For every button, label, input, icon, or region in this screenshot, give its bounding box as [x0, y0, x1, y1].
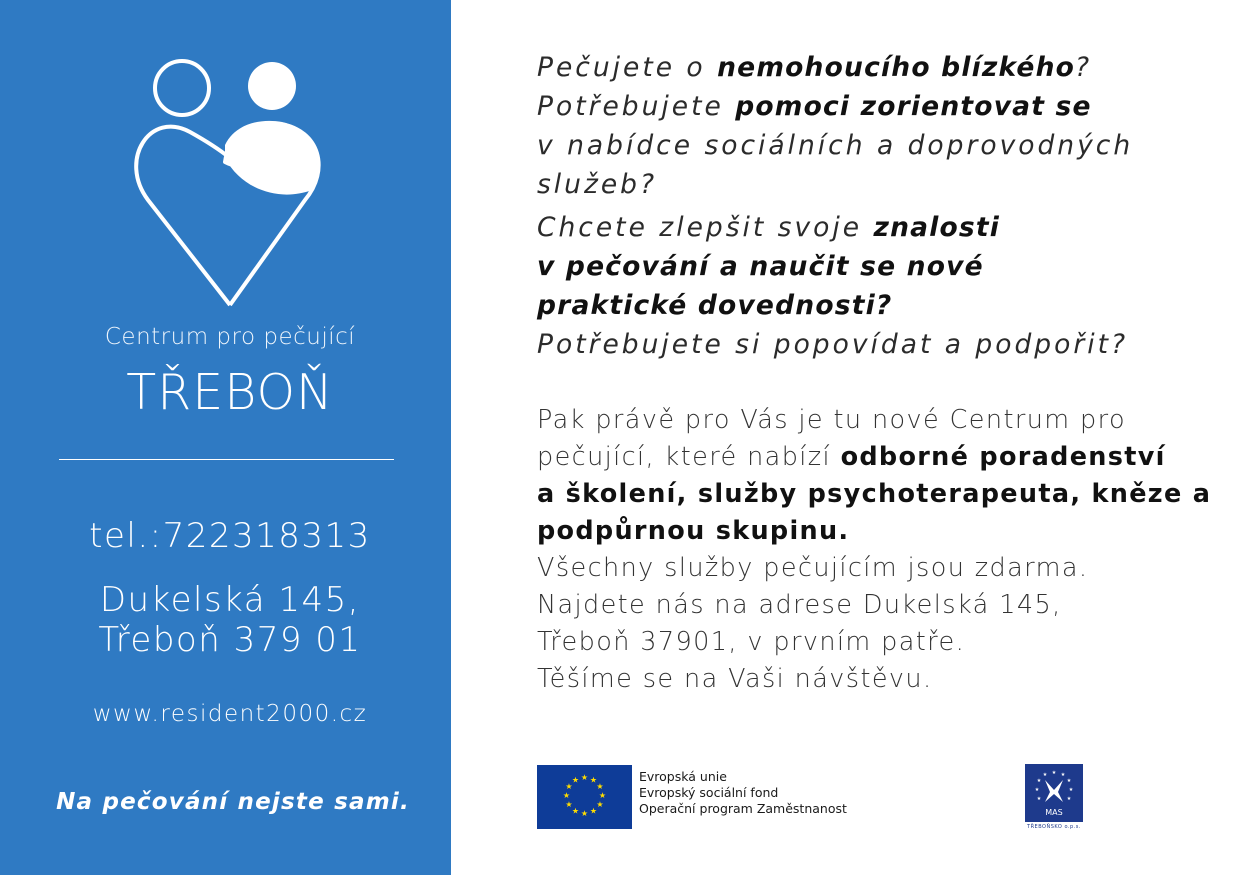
svg-text:★: ★: [565, 782, 573, 791]
body-emphasis-3: podpůrnou skupinu.: [537, 516, 850, 546]
slogan: Na pečování nejste sami.: [56, 789, 410, 815]
eu-funding-text: [639, 769, 847, 817]
svg-text:★: ★: [1036, 796, 1042, 802]
q2-text: Potřebujete: [537, 91, 736, 122]
address-line-1: Dukelská 145,: [99, 580, 361, 620]
org-subtitle: Centrum pro pečující: [104, 324, 356, 350]
eu-line-1: Evropská unie: [639, 769, 727, 784]
eu-line-3: Operační program Zaměstnanost: [639, 801, 847, 816]
svg-text:★: ★: [571, 775, 580, 785]
mas-logo-icon: [1025, 764, 1083, 822]
address: [0, 580, 460, 660]
svg-text:★: ★: [562, 791, 571, 800]
body-paragraph: [537, 402, 1217, 698]
eu-line-2: Evropský sociální fond: [639, 785, 779, 800]
svg-text:★: ★: [589, 775, 598, 785]
svg-text:★: ★: [580, 809, 589, 818]
divider: [59, 459, 394, 460]
body-emphasis-1: odborné poradenství: [840, 442, 1166, 472]
q2-line3: služeb?: [537, 169, 658, 200]
blue-info-panel: [0, 0, 451, 875]
phone-number: tel.:722318313: [89, 516, 371, 556]
body-emphasis-2: a školení, služby psychoterapeuta, kněze a: [537, 479, 1212, 509]
mas-label: MAS: [1045, 808, 1063, 817]
svg-text:★: ★: [596, 782, 604, 791]
body-line-1: Pak právě pro Vás je tu nové Centrum pro: [537, 405, 1126, 435]
svg-text:★: ★: [1051, 770, 1057, 776]
questions-block: [537, 48, 1217, 364]
q3-line2: v pečování a naučit se nové: [537, 251, 984, 282]
q1-text: Pečujete o: [537, 52, 718, 83]
org-city: TŘEBOŇ: [126, 364, 334, 421]
body-closing: Těšíme se na Vaši návštěvu.: [537, 664, 933, 694]
svg-text:★: ★: [571, 806, 580, 816]
svg-text:★: ★: [565, 800, 573, 809]
svg-text:★: ★: [596, 800, 604, 809]
svg-text:★: ★: [1042, 772, 1048, 778]
svg-text:★: ★: [1060, 772, 1066, 778]
svg-text:★: ★: [1034, 787, 1040, 793]
mas-subtitle: TŘEBOŇSKO o.p.s.: [1027, 824, 1081, 830]
svg-text:★: ★: [598, 791, 607, 800]
body-free-services: Všechny služby pečujícím jsou zdarma.: [537, 553, 1089, 583]
q3-text: Chcete zlepšit svoje: [537, 212, 874, 243]
q3-line3: praktické dovednosti?: [537, 290, 893, 321]
svg-text:★: ★: [1066, 796, 1072, 802]
caregiver-heart-icon: [130, 50, 330, 312]
svg-text:★: ★: [1066, 778, 1072, 784]
body-address-1: Najdete nás na adrese Dukelská 145,: [537, 590, 1062, 620]
q2-emphasis: pomoci zorientovat se: [735, 91, 1092, 122]
eu-flag-icon: [537, 765, 632, 829]
svg-text:★: ★: [1068, 787, 1074, 793]
q3-emphasis: znalosti: [873, 212, 1001, 243]
q2-line2: v nabídce sociálních a doprovodných: [537, 130, 1134, 161]
q1-end: ?: [1075, 52, 1093, 83]
website-link[interactable]: www.resident2000.cz: [92, 701, 368, 727]
svg-text:★: ★: [589, 806, 598, 816]
q4-text: Potřebujete si popovídat a podpořit?: [537, 329, 1129, 360]
body-line-2: pečující, které nabízí: [537, 442, 841, 472]
address-line-2: Třeboň 379 01: [98, 620, 362, 660]
svg-text:★: ★: [1036, 778, 1042, 784]
body-address-2: Třeboň 37901, v prvním patře.: [537, 627, 966, 657]
q1-emphasis: nemohoucího blízkého: [717, 52, 1076, 83]
svg-text:★: ★: [580, 773, 589, 782]
